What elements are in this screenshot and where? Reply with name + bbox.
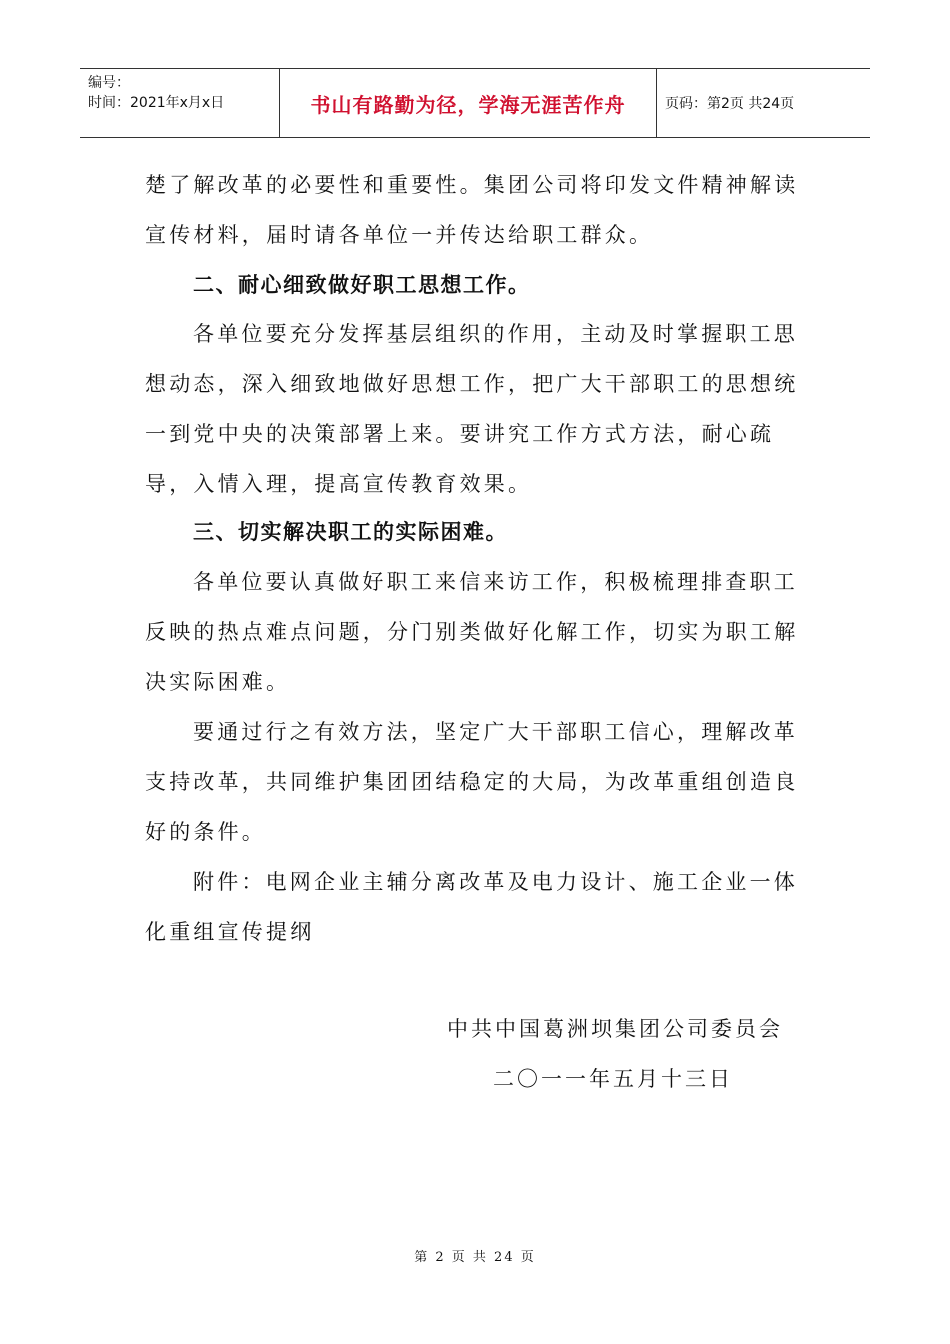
header-meta	[80, 69, 280, 137]
paragraph-closing: 要通过行之有效方法，坚定广大干部职工信心，理解改革支持改革，共同维护集团团结稳定的大局，为改革重组创造良好的条件。	[145, 720, 799, 844]
number-label: 编号：	[88, 75, 130, 91]
paragraph-section-3: 各单位要认真做好职工来信来访工作，积极梳理排查职工反映的热点难点问题，分门别类做好化解工作，切实为职工解决实际困难。	[145, 570, 799, 694]
section-heading-3: 三、切实解决职工的实际困难。	[193, 520, 508, 544]
time-label: 时间：2021年x月x日	[88, 95, 225, 111]
attachment-note: 附件：电网企业主辅分离改革及电力设计、施工企业一体化重组宣传提纲	[145, 870, 798, 944]
document-header	[80, 68, 870, 138]
page-footer: 第 2 页 共 24 页	[414, 1250, 536, 1265]
paragraph-section-2: 各单位要充分发挥基层组织的作用，主动及时掌握职工思想动态，深入细致地做好思想工作，把广大干部职工的思想统一到党中央的决策部署上来。要讲究工作方式方法，耐心疏导，入情入理，提高宣传教育效果。	[145, 322, 799, 496]
paragraph-continued: 楚了解改革的必要性和重要性。集团公司将印发文件精神解读宣传材料，届时请各单位一并传达给职工群众。	[145, 173, 799, 247]
header-motto: 书山有路勤为径，学海无涯苦作舟	[280, 69, 657, 137]
signature-organization: 中共中国葛洲坝集团公司委员会	[447, 1017, 783, 1041]
header-page-info: 页码：第2页 共24页	[665, 96, 795, 112]
signature-date: 二〇一一年五月十三日	[493, 1067, 733, 1091]
section-heading-2: 二、耐心细致做好职工思想工作。	[193, 273, 531, 297]
